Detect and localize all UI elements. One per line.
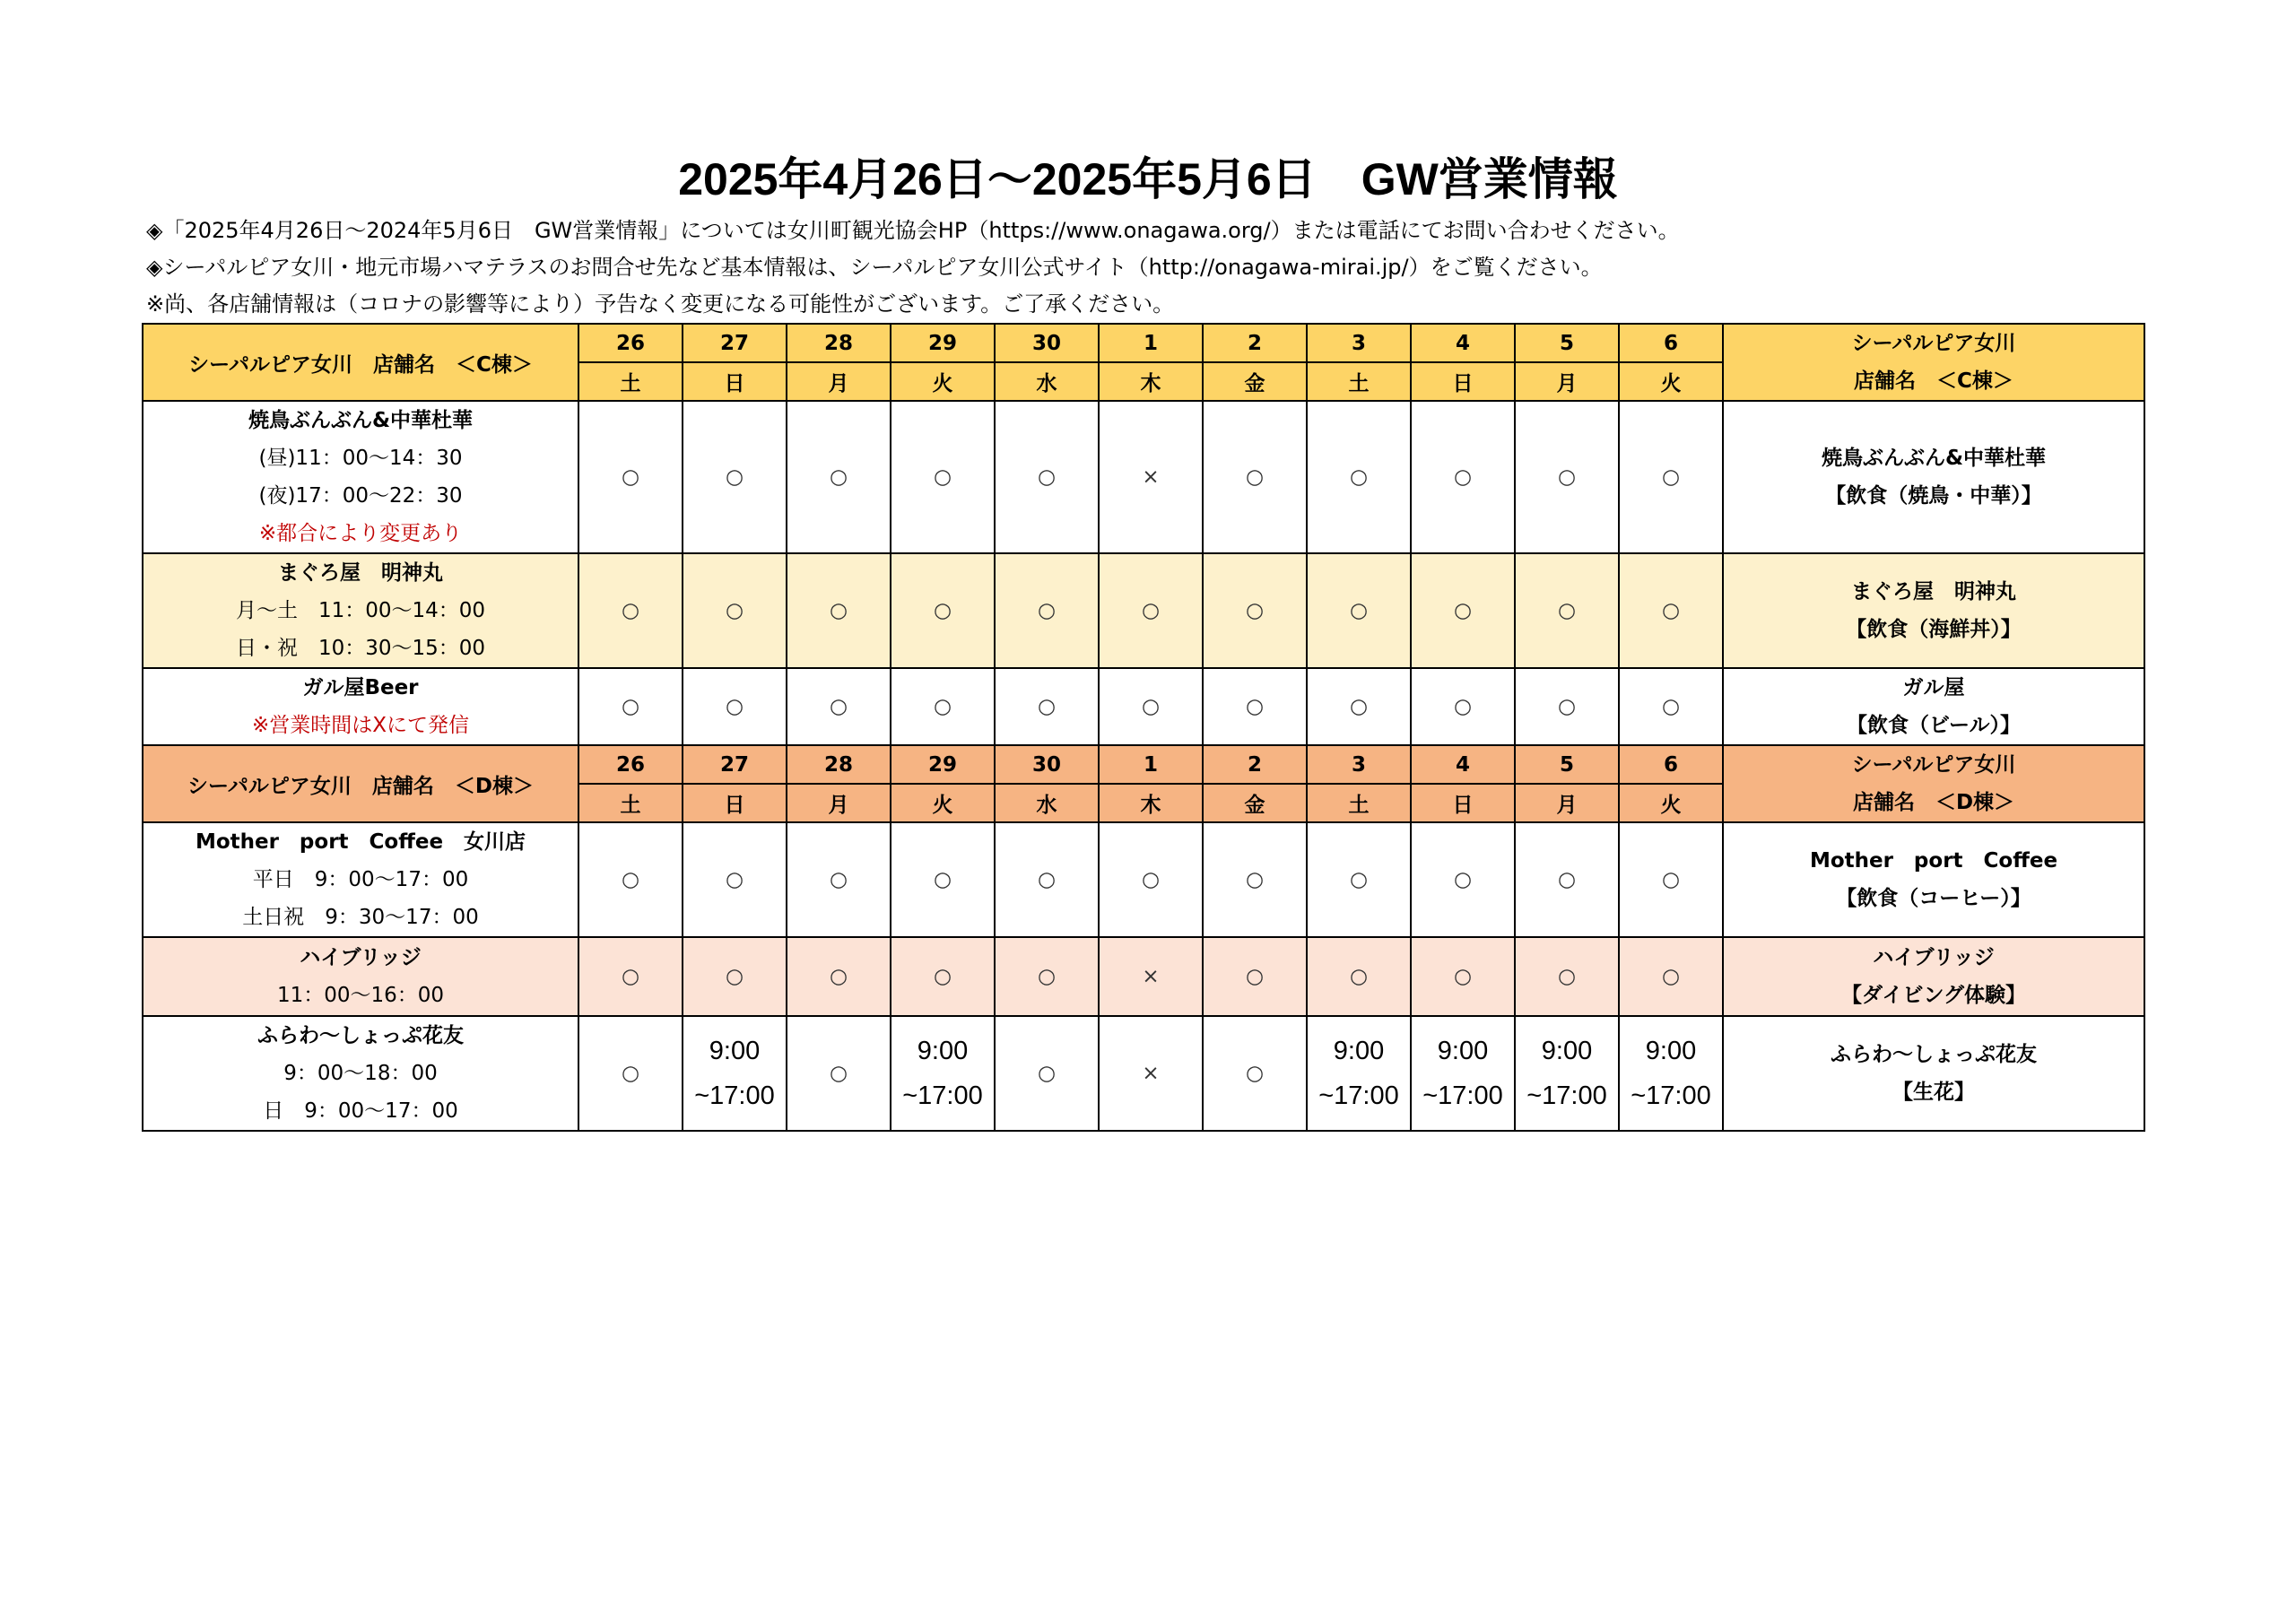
- date-cell: 26: [578, 745, 683, 784]
- status-cell: ○: [1619, 822, 1723, 937]
- status-cell: ○: [995, 1016, 1099, 1131]
- shop-hours: (夜)17：00～22：30: [258, 484, 463, 508]
- status-cell: ○: [578, 401, 683, 553]
- shop-hours: 日・祝 10：30～15：00: [235, 637, 486, 660]
- page-title: 2025年4月26日～2025年5月6日 GW営業情報: [678, 154, 1618, 204]
- shop-info-cell: [143, 668, 578, 745]
- date-cell: 27: [683, 745, 787, 784]
- shop-info-cell: [143, 401, 578, 553]
- status-cell: ○: [891, 553, 995, 668]
- status-cell: ×: [1099, 1016, 1203, 1131]
- shop-note: ※都合により変更あり: [258, 522, 463, 545]
- shop-info-cell: [143, 553, 578, 668]
- status-cell: ○: [1307, 937, 1411, 1016]
- status-cell: ○: [787, 822, 891, 937]
- shop-category-cell: [1723, 668, 2144, 745]
- weekday-cell: 火: [891, 362, 995, 401]
- status-time-cell: [1411, 1016, 1515, 1131]
- date-cell: 3: [1307, 324, 1411, 362]
- status-cell: ○: [1515, 668, 1619, 745]
- status-cell: ○: [1099, 668, 1203, 745]
- status-cell: ○: [1515, 937, 1619, 1016]
- status-cell: ○: [1411, 937, 1515, 1016]
- weekday-cell: 水: [995, 362, 1099, 401]
- date-cell: 26: [578, 324, 683, 362]
- status-cell: ○: [1203, 937, 1307, 1016]
- status-cell: ○: [1307, 668, 1411, 745]
- status-cell: ○: [787, 668, 891, 745]
- section-D-right-header: [1723, 745, 2144, 822]
- weekday-cell: 日: [1411, 362, 1515, 401]
- status-cell: ○: [1619, 668, 1723, 745]
- status-cell: ○: [1203, 553, 1307, 668]
- date-cell: 6: [1619, 745, 1723, 784]
- status-cell: ○: [891, 937, 995, 1016]
- weekday-cell: 木: [1099, 362, 1203, 401]
- weekday-cell: 水: [995, 784, 1099, 822]
- status-cell: ○: [578, 553, 683, 668]
- time-close: ~17:00: [902, 1081, 983, 1110]
- shop-category: 【ダイビング体験】: [1840, 984, 2027, 1007]
- right-header-line1: シーパルピア女川: [1851, 753, 2016, 777]
- section-C-right-header: [1723, 324, 2144, 401]
- weekday-cell: 火: [891, 784, 995, 822]
- shop-hours: 月～土 11：00～14：00: [235, 599, 486, 622]
- section-C-left-header: シーパルピア女川 店舗名 ＜C棟＞: [143, 324, 578, 401]
- weekday-cell: 月: [1515, 784, 1619, 822]
- time-open: 9:00: [1437, 1037, 1489, 1065]
- shop-hours: (昼)11：00～14：30: [258, 447, 463, 470]
- shop-row: [143, 937, 2144, 1016]
- weekday-cell: 金: [1203, 784, 1307, 822]
- status-cell: ○: [787, 1016, 891, 1131]
- shop-category-cell: [1723, 1016, 2144, 1131]
- status-cell: ○: [1411, 668, 1515, 745]
- date-cell: 28: [787, 324, 891, 362]
- weekday-cell: 土: [1307, 362, 1411, 401]
- date-cell: 30: [995, 324, 1099, 362]
- shop-hours: 土日祝 9：30～17：00: [242, 906, 479, 929]
- shop-info-cell: [143, 937, 578, 1016]
- status-cell: ○: [1203, 668, 1307, 745]
- time-open: 9:00: [1541, 1037, 1593, 1065]
- weekday-cell: 月: [1515, 362, 1619, 401]
- status-time-cell: [891, 1016, 995, 1131]
- status-time-cell: [1307, 1016, 1411, 1131]
- shop-hours: 11：00～16：00: [276, 984, 445, 1007]
- shop-info-cell: [143, 1016, 578, 1131]
- date-cell: 4: [1411, 324, 1515, 362]
- shop-row: [143, 668, 2144, 745]
- status-cell: ○: [787, 401, 891, 553]
- status-cell: ○: [1099, 553, 1203, 668]
- shop-note: ※営業時間はXにて発信: [251, 714, 470, 737]
- shop-category-cell: [1723, 822, 2144, 937]
- info-note-3: ※尚、各店舗情報は（コロナの影響等により）予告なく変更になる可能性がございます。ご了承ください。: [146, 291, 1175, 317]
- status-cell: ○: [1203, 822, 1307, 937]
- status-cell: ○: [683, 401, 787, 553]
- date-cell: 29: [891, 324, 995, 362]
- shop-name: まぐろ屋 明神丸: [278, 561, 443, 585]
- status-cell: ○: [683, 668, 787, 745]
- weekday-cell: 日: [683, 362, 787, 401]
- right-header-line2: 店舗名 ＜C棟＞: [1854, 369, 2013, 393]
- status-cell: ○: [683, 553, 787, 668]
- date-cell: 28: [787, 745, 891, 784]
- status-cell: ○: [891, 668, 995, 745]
- status-cell: ○: [995, 401, 1099, 553]
- right-shop-name: ハイブリッジ: [1873, 946, 1995, 969]
- weekday-cell: 金: [1203, 362, 1307, 401]
- date-cell: 5: [1515, 745, 1619, 784]
- status-cell: ○: [1307, 553, 1411, 668]
- status-cell: ○: [1203, 401, 1307, 553]
- status-cell: ○: [1307, 401, 1411, 553]
- status-cell: ○: [1307, 822, 1411, 937]
- time-close: ~17:00: [1422, 1081, 1503, 1110]
- status-cell: ○: [578, 668, 683, 745]
- weekday-cell: 木: [1099, 784, 1203, 822]
- shop-hours: 日 9：00～17：00: [263, 1099, 458, 1123]
- shop-name: ガル屋Beer: [302, 676, 419, 699]
- weekday-cell: 日: [1411, 784, 1515, 822]
- time-open: 9:00: [1333, 1037, 1385, 1065]
- status-cell: ○: [578, 822, 683, 937]
- status-cell: ×: [1099, 401, 1203, 553]
- status-cell: ○: [578, 1016, 683, 1131]
- time-close: ~17:00: [694, 1081, 775, 1110]
- time-open: 9:00: [917, 1037, 969, 1065]
- status-cell: ○: [1411, 553, 1515, 668]
- status-cell: ○: [578, 937, 683, 1016]
- weekday-cell: 日: [683, 784, 787, 822]
- weekday-cell: 火: [1619, 362, 1723, 401]
- status-cell: ○: [1203, 1016, 1307, 1131]
- date-cell: 3: [1307, 745, 1411, 784]
- status-cell: ○: [995, 668, 1099, 745]
- date-cell: 30: [995, 745, 1099, 784]
- status-cell: ×: [1099, 937, 1203, 1016]
- status-time-cell: [683, 1016, 787, 1131]
- shop-row: [143, 822, 2144, 937]
- shop-category: 【飲食（コーヒー）】: [1836, 887, 2031, 910]
- status-cell: ○: [1619, 401, 1723, 553]
- status-time-cell: [1619, 1016, 1723, 1131]
- schedule-table: [142, 323, 2145, 1132]
- shop-name: ハイブリッジ: [300, 946, 422, 969]
- status-cell: ○: [995, 822, 1099, 937]
- date-cell: 29: [891, 745, 995, 784]
- shop-info-cell: [143, 822, 578, 937]
- right-header-line2: 店舗名 ＜D棟＞: [1852, 791, 2015, 814]
- date-cell: 1: [1099, 745, 1203, 784]
- shop-category: 【生花】: [1892, 1081, 1975, 1104]
- time-open: 9:00: [1645, 1037, 1697, 1065]
- right-shop-name: ガル屋: [1902, 676, 1965, 699]
- status-cell: ○: [787, 937, 891, 1016]
- time-open: 9:00: [709, 1037, 761, 1065]
- shop-hours: 9：00～18：00: [283, 1062, 438, 1085]
- shop-row: [143, 553, 2144, 668]
- time-close: ~17:00: [1631, 1081, 1711, 1110]
- status-cell: ○: [1411, 401, 1515, 553]
- date-cell: 4: [1411, 745, 1515, 784]
- shop-row: [143, 1016, 2144, 1131]
- status-cell: ○: [1515, 401, 1619, 553]
- date-cell: 27: [683, 324, 787, 362]
- shop-name: ふらわ～しょっぷ花友: [257, 1024, 464, 1047]
- date-cell: 5: [1515, 324, 1619, 362]
- status-cell: ○: [995, 553, 1099, 668]
- shop-category-cell: [1723, 401, 2144, 553]
- weekday-cell: 月: [787, 362, 891, 401]
- weekday-cell: 月: [787, 784, 891, 822]
- info-note-2: ◈シーパルピア女川・地元市場ハマテラスのお問合せ先など基本情報は、シーパルピア女川公式サイト（http://onagawa-mirai.jp/）をご覧ください。: [146, 255, 1603, 280]
- shop-category-cell: [1723, 553, 2144, 668]
- status-cell: ○: [891, 401, 995, 553]
- info-note-1: ◈「2025年4月26日～2024年5月6日 GW営業情報」については女川町観光協会HP（https://www.onagawa.org/）または電話にてお問い合わせください。: [146, 218, 1680, 243]
- status-cell: ○: [1515, 553, 1619, 668]
- status-cell: ○: [683, 822, 787, 937]
- shop-category-cell: [1723, 937, 2144, 1016]
- right-shop-name: 焼鳥ぶんぶん&中華杜華: [1821, 447, 2047, 470]
- weekday-cell: 土: [578, 362, 683, 401]
- weekday-cell: 土: [578, 784, 683, 822]
- status-cell: ○: [891, 822, 995, 937]
- right-shop-name: Mother port Coffee: [1809, 849, 2058, 873]
- shop-category: 【飲食（海鮮丼）】: [1846, 618, 2022, 641]
- status-cell: ○: [1099, 822, 1203, 937]
- status-cell: ○: [1619, 553, 1723, 668]
- shop-name: Mother port Coffee 女川店: [195, 830, 526, 854]
- weekday-cell: 火: [1619, 784, 1723, 822]
- shop-category: 【飲食（ビール）】: [1846, 714, 2022, 737]
- date-cell: 2: [1203, 745, 1307, 784]
- time-close: ~17:00: [1318, 1081, 1399, 1110]
- date-cell: 2: [1203, 324, 1307, 362]
- weekday-cell: 土: [1307, 784, 1411, 822]
- status-cell: ○: [995, 937, 1099, 1016]
- status-cell: ○: [1411, 822, 1515, 937]
- date-cell: 6: [1619, 324, 1723, 362]
- shop-name: 焼鳥ぶんぶん&中華杜華: [248, 409, 474, 432]
- status-cell: ○: [683, 937, 787, 1016]
- shop-row: [143, 401, 2144, 553]
- status-cell: ○: [1619, 937, 1723, 1016]
- right-header-line1: シーパルピア女川: [1851, 332, 2016, 355]
- status-time-cell: [1515, 1016, 1619, 1131]
- shop-category: 【飲食（焼鳥・中華）】: [1825, 484, 2042, 508]
- right-shop-name: まぐろ屋 明神丸: [1851, 580, 2016, 604]
- right-shop-name: ふらわ～しょっぷ花友: [1831, 1043, 2037, 1066]
- section-D-left-header: シーパルピア女川 店舗名 ＜D棟＞: [143, 745, 578, 822]
- status-cell: ○: [1515, 822, 1619, 937]
- time-close: ~17:00: [1526, 1081, 1607, 1110]
- status-cell: ○: [787, 553, 891, 668]
- shop-hours: 平日 9：00～17：00: [252, 868, 469, 891]
- date-cell: 1: [1099, 324, 1203, 362]
